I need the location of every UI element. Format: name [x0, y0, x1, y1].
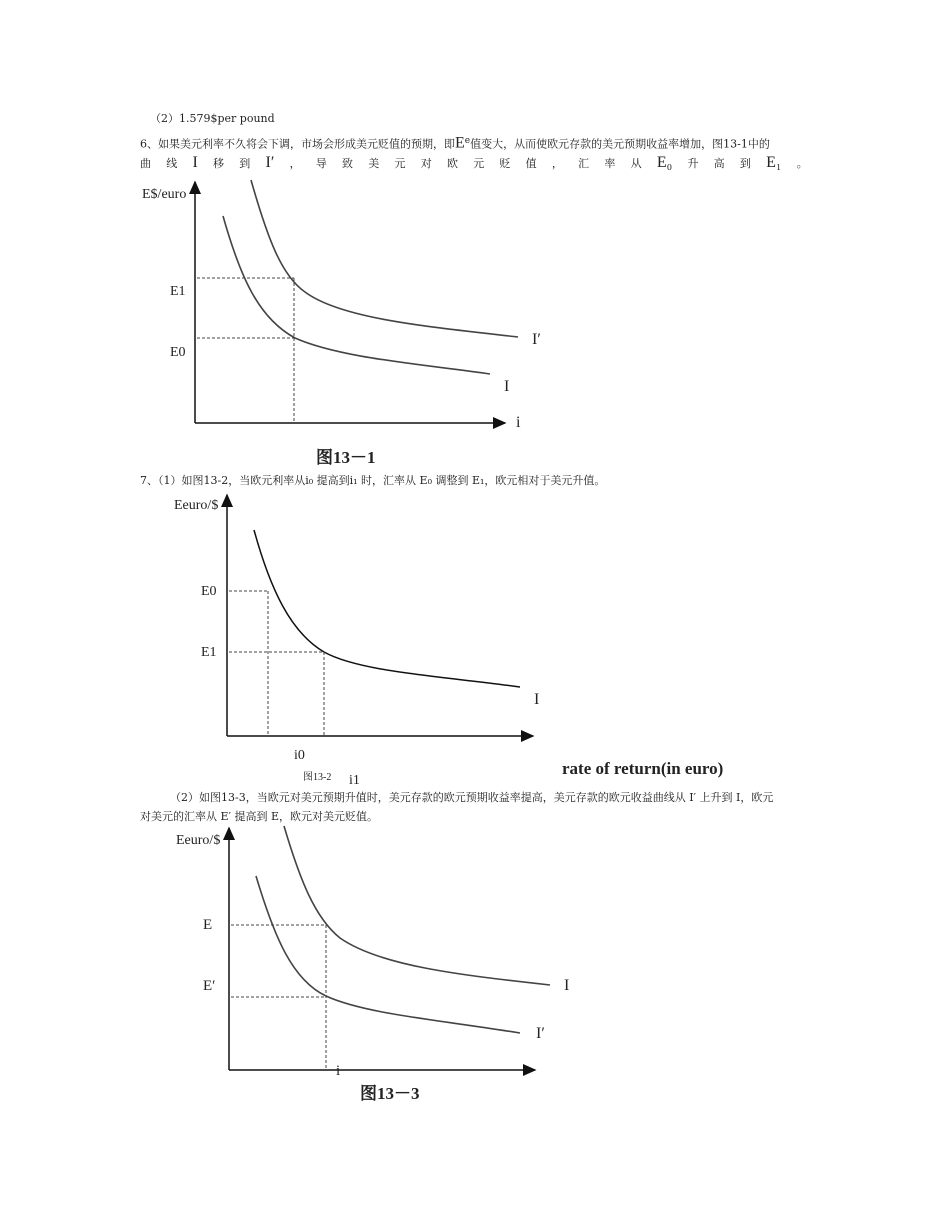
fig2-i1-label: i1 — [349, 773, 360, 788]
fig1-x-label: i — [516, 414, 521, 431]
fig1-curve-lower-label: I — [504, 378, 510, 395]
fig3-curve-upper — [284, 826, 550, 985]
q6-line-2-token: I — [192, 154, 198, 171]
q7-line: 7、（1）如图13-2，当欧元利率从i₀ 提高到i₁ 时，汇率从 E₀ 调整到 E₁，欧元相对于美元升值。 — [140, 474, 606, 487]
q6-line-2-token: 致 — [342, 157, 354, 170]
fig1-curve-upper-label: I′ — [532, 331, 541, 348]
q6-line-2-token: 率 — [604, 157, 616, 170]
q6-line-2-token: 曲 — [140, 157, 151, 170]
fig2-curve — [254, 530, 520, 687]
q7b-line-1: （2）如图13-3，当欧元对美元预期升值时，美元存款的欧元预期收益率提高，美元存款的欧元收益曲线从 I′ 上升到 I，欧元 — [170, 791, 774, 804]
q6-line-2-token: I′ — [265, 154, 275, 171]
figure-13-2 — [174, 495, 723, 788]
q6-line-2-token: 对 — [420, 157, 432, 170]
fig3-caption: 图13－3 — [360, 1084, 420, 1103]
q6-line-2-token: 美 — [368, 157, 380, 170]
q6-line-2-token: 到 — [239, 157, 251, 170]
q6-line-2-token: 导 — [315, 157, 327, 170]
q6-line-2-token: 值 — [525, 157, 537, 170]
answer-line-2: （2）1.579$per pound — [150, 112, 275, 125]
fig3-curve-upper-label: I — [564, 977, 570, 994]
q6-line-2-token: 升 — [687, 157, 699, 170]
fig3-curve-lower-label: I′ — [536, 1025, 545, 1042]
figure-13-1 — [142, 180, 541, 467]
q6-line-2-token: 汇 — [578, 157, 590, 170]
q6-line-2-token: 线 — [166, 157, 178, 170]
fig2-x-label: rate of return(in euro) — [562, 759, 724, 778]
q6-line-2-token: 元 — [394, 157, 406, 170]
ee-symbol: E — [455, 134, 465, 152]
fig2-i0-label: i0 — [294, 748, 305, 763]
figure-13-3 — [176, 826, 569, 1103]
q6-line-2-token: 欧 — [446, 157, 458, 170]
fig2-y-label: Eeuro/$ — [174, 498, 219, 513]
q6-line-2-token: 从 — [630, 157, 642, 170]
q7b-line-2: 对美元的汇率从 E′ 提高到 E，欧元对美元贬值。 — [140, 810, 379, 823]
fig1-curve-lower — [223, 216, 490, 374]
ee-sup: e — [464, 136, 471, 146]
fig3-y-label: Eeuro/$ — [176, 833, 221, 848]
fig1-e1-label: E1 — [170, 284, 186, 299]
q6-line-1-b: 值变大，从而使欧元存款的美元预期收益率增加，图13-1中的 — [470, 137, 770, 151]
q6-line-2-token: E₁ — [766, 154, 782, 171]
q6-line-2-token: ， — [289, 157, 301, 170]
fig3-x-label: i — [336, 1063, 341, 1079]
fig3-eprime-label: E′ — [203, 978, 216, 994]
q6-line-2-token: 。 — [796, 157, 808, 170]
fig2-e1-label: E1 — [201, 645, 217, 660]
fig3-curve-lower — [256, 876, 520, 1033]
q6-line-1-a: 6、如果美元利率不久将会下调，市场会形成美元贬值的预期，即 — [140, 137, 455, 151]
fig1-caption: 图13－1 — [316, 448, 376, 467]
q6-line-2-token: 高 — [713, 157, 725, 170]
q6-line-2-token: 移 — [213, 157, 225, 170]
fig3-e-label: E — [203, 917, 213, 933]
fig1-e0-label: E0 — [170, 345, 186, 360]
q6-line-2-token: 元 — [473, 157, 485, 170]
fig1-curve-upper — [251, 180, 518, 337]
fig2-curve-label: I — [534, 691, 540, 708]
q6-line-2-token: 贬 — [499, 157, 511, 170]
q6-line-2-token: ， — [551, 157, 563, 170]
fig2-e0-label: E0 — [201, 584, 217, 599]
fig1-y-label: E$/euro — [142, 187, 187, 202]
q6-line-2-token: 到 — [739, 157, 751, 170]
fig2-caption: 图13-2 — [303, 772, 332, 783]
q6-line-2-token: E₀ — [656, 154, 673, 171]
